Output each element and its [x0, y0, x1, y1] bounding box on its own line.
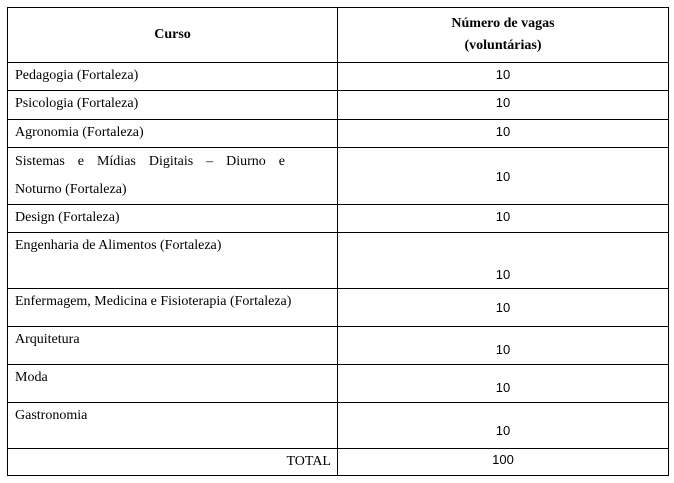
total-label: TOTAL — [8, 449, 338, 476]
course-cell: Arquitetura — [8, 327, 338, 365]
vacancy-cell: 10 — [338, 403, 669, 449]
vacancy-cell: 10 — [338, 233, 669, 289]
vacancy-cell: 10 — [338, 91, 669, 120]
vacancies-table — [7, 7, 669, 476]
vacancy-cell: 10 — [338, 63, 669, 91]
total-row — [8, 449, 669, 476]
course-cell: Psicologia (Fortaleza) — [8, 91, 338, 120]
table-row — [8, 63, 669, 91]
total-vacancies: 100 — [338, 449, 669, 476]
header-vacancies — [338, 8, 669, 63]
table-row — [8, 120, 669, 148]
table-row — [8, 327, 669, 365]
table-row — [8, 205, 669, 233]
course-cell — [8, 148, 338, 205]
vacancy-cell: 10 — [338, 365, 669, 403]
course-cell: Enfermagem, Medicina e Fisioterapia (Fortaleza) — [8, 289, 338, 327]
table-row — [8, 91, 669, 120]
course-line1: Sistemas e Mídias Digitais – Diurno e — [15, 154, 285, 169]
course-cell: Engenharia de Alimentos (Fortaleza) — [8, 233, 338, 289]
course-cell: Design (Fortaleza) — [8, 205, 338, 233]
course-cell: Gastronomia — [8, 403, 338, 449]
table-row — [8, 365, 669, 403]
vacancy-cell: 10 — [338, 148, 669, 205]
course-cell: Moda — [8, 365, 338, 403]
vacancy-cell: 10 — [338, 327, 669, 365]
table-row — [8, 289, 669, 327]
header-vacancies-line2: (voluntárias) — [464, 38, 542, 53]
header-vacancies-line1: Número de vagas — [451, 16, 555, 31]
table-row — [8, 403, 669, 449]
table-row — [8, 233, 669, 289]
header-row — [8, 8, 669, 63]
course-line2: Noturno (Fortaleza) — [15, 182, 127, 197]
table-row — [8, 148, 669, 205]
header-course: Curso — [8, 8, 338, 63]
course-cell: Pedagogia (Fortaleza) — [8, 63, 338, 91]
vacancy-cell: 10 — [338, 120, 669, 148]
course-cell: Agronomia (Fortaleza) — [8, 120, 338, 148]
vacancy-cell: 10 — [338, 289, 669, 327]
vacancy-cell: 10 — [338, 205, 669, 233]
